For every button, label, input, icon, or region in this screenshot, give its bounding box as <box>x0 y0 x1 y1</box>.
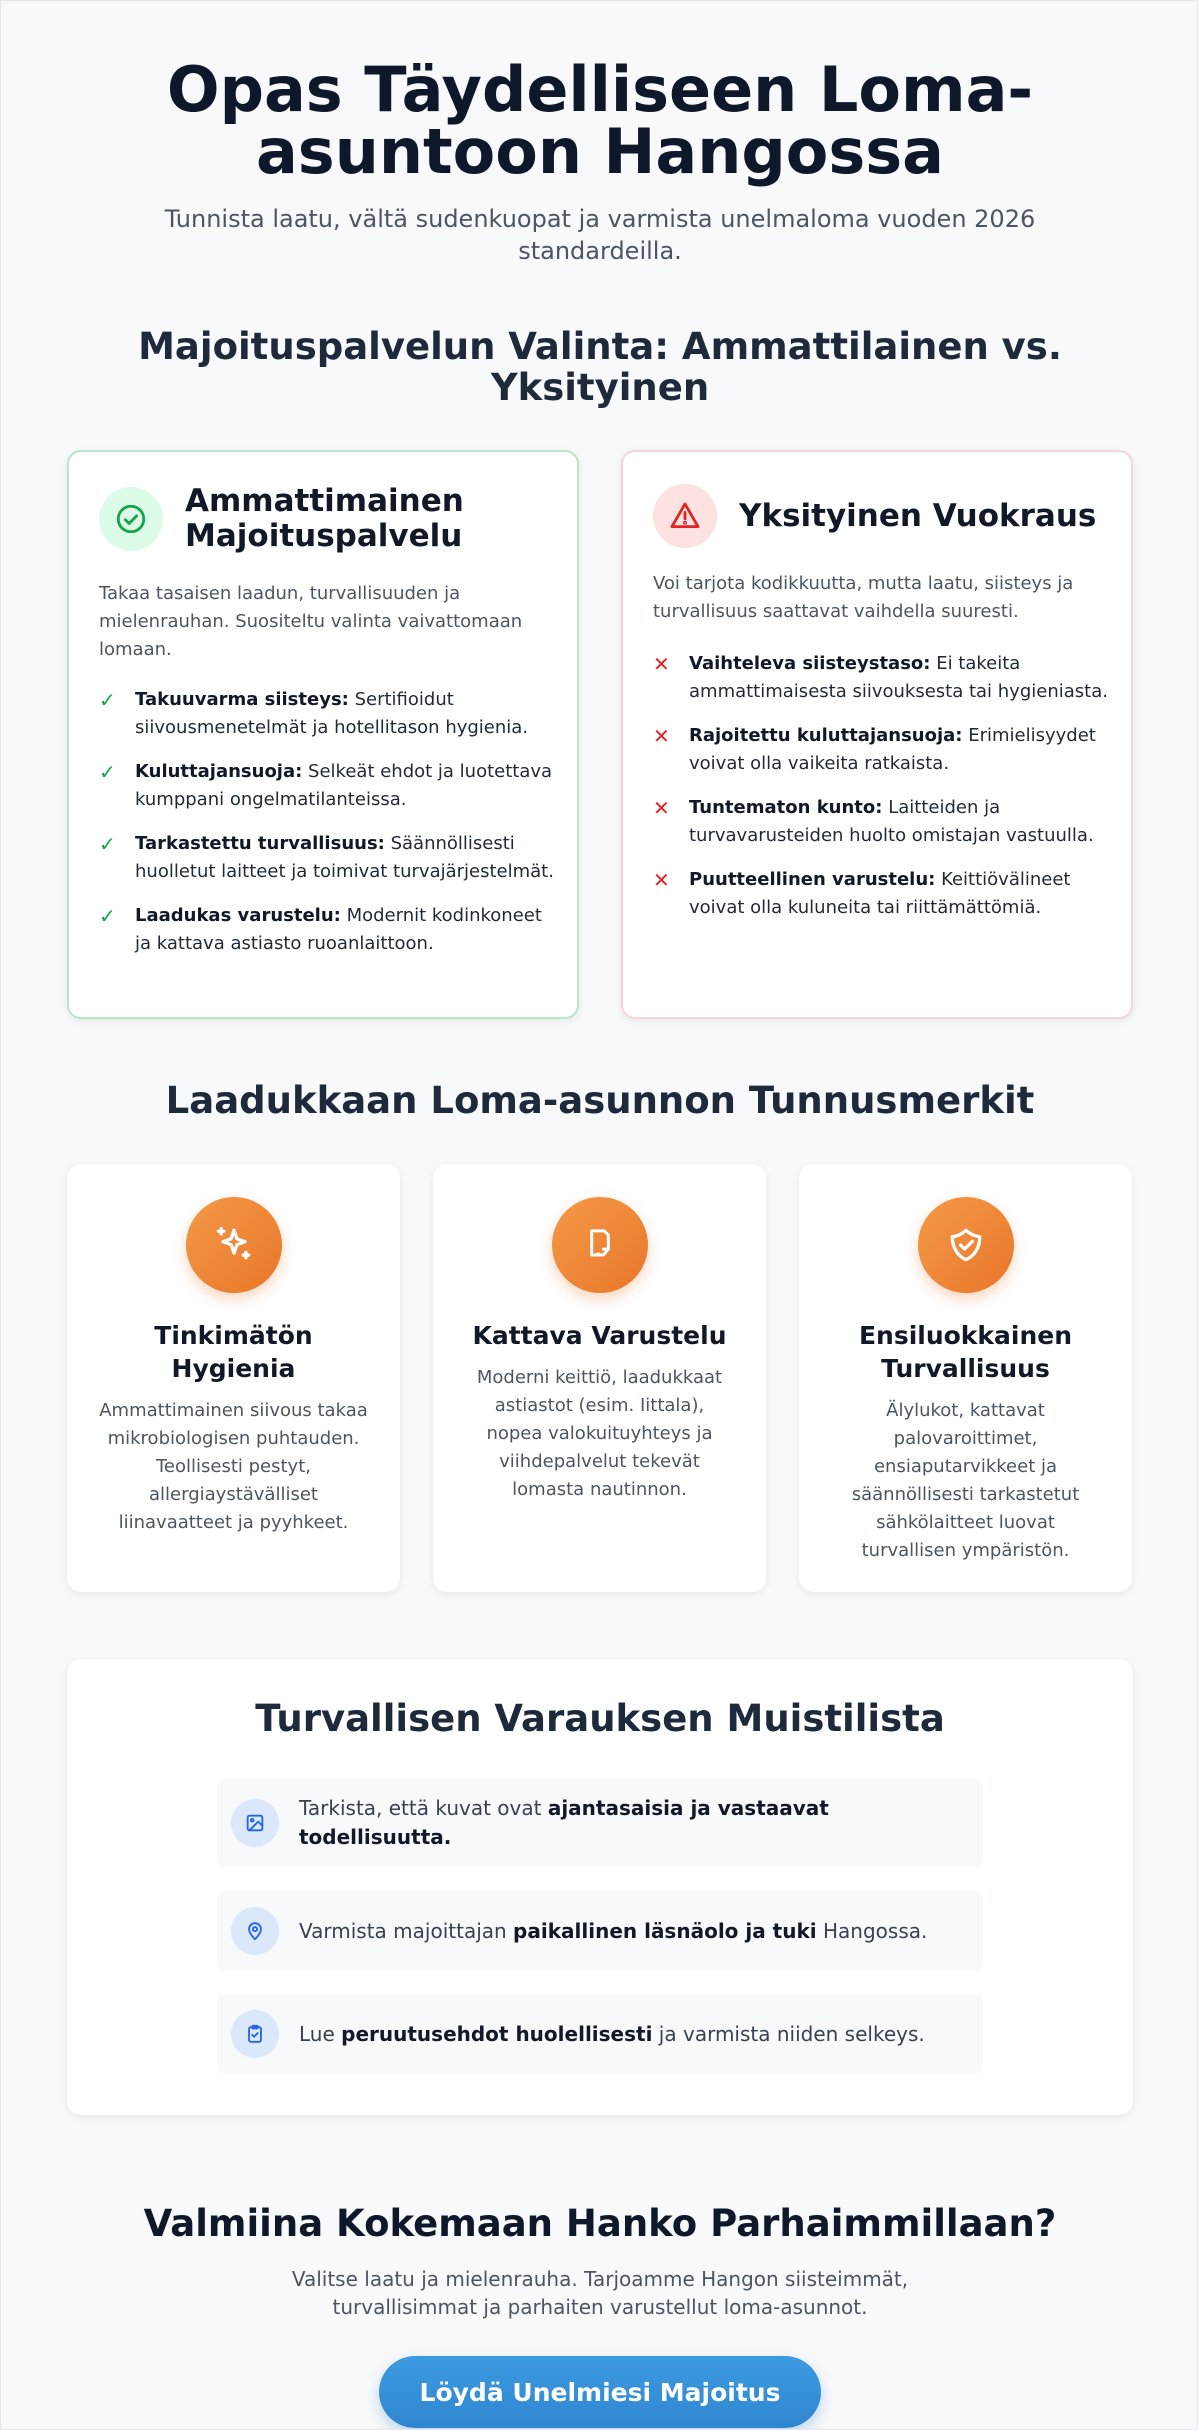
feature-card-equipment <box>433 1164 766 1592</box>
map-pin-icon <box>231 1907 279 1955</box>
professional-card-header <box>99 484 485 554</box>
check-circle-icon <box>99 487 163 551</box>
feature-card-hygiene <box>67 1164 400 1592</box>
clipboard-check-icon <box>231 2010 279 2058</box>
hero <box>1 53 1198 267</box>
checklist-item <box>217 1779 983 1867</box>
cta-title: Valmiina Kokemaan Hanko Parhaimmillaan? <box>143 2202 1057 2245</box>
feature-title: Kattava Varustelu <box>472 1321 727 1350</box>
private-card-title: Yksityinen Vuokraus <box>739 497 1097 534</box>
comparison-title-text: Majoituspalvelun Valinta: Ammattilainen vs. Yksityinen <box>138 325 1062 409</box>
professional-benefits-list <box>99 686 554 974</box>
checklist-item <box>217 1994 983 2074</box>
checkmark-icon: ✓ <box>99 832 116 856</box>
cross-icon: ✕ <box>653 724 670 748</box>
features-title: Laadukkaan Loma-asunnon Tunnusmerkit <box>165 1079 1035 1122</box>
list-item <box>653 866 1108 922</box>
checklist-text-post: ja varmista niiden selkeys. <box>652 2021 925 2046</box>
page-subtitle: Tunnista laatu, vältä sudenkuopat ja varmista unelmaloma vuoden 2026 standardeilla. <box>164 205 1036 265</box>
tablet-icon <box>552 1197 648 1293</box>
professional-card-description: Takaa tasaisen laadun, turvallisuuden ja mielenrauhan. Suositeltu valinta vaivattomaan lomaan. <box>99 583 523 660</box>
checklist-text <box>299 1917 939 1946</box>
checklist-text-pre: Varmista majoittajan <box>299 1918 514 1943</box>
item-text: Säännöllisesti huolletut laitteet ja toimivat turvajärjestelmät. <box>135 833 554 882</box>
item-text: Modernit kodinkoneet ja kattava astiasto ruoanlaittoon. <box>135 905 542 954</box>
private-card-header <box>653 484 1096 548</box>
checklist-text-post: Hangossa. <box>816 1918 928 1943</box>
professional-card-title: Ammattimainen Majoituspalvelu <box>185 483 464 554</box>
cross-icon: ✕ <box>653 868 670 892</box>
cta-text: Valitse laatu ja mielenrauha. Tarjoamme Hangon siisteimmät, turvallisimmat ja parhaiten varustellut loma-asunnot. <box>291 2267 909 2319</box>
item-strong: Vaihteleva siisteystaso: <box>689 653 931 674</box>
private-card <box>621 450 1133 1019</box>
feature-title: Ensiluokkainen Turvallisuus <box>858 1321 1073 1383</box>
private-card-description: Voi tarjota kodikkuutta, mutta laatu, siisteys ja turvallisuus saattavat vaihdella suuresti. <box>653 573 1074 622</box>
list-item <box>99 758 554 814</box>
checklist-title: Turvallisen Varauksen Muistilista <box>255 1697 945 1740</box>
item-strong: Laadukas varustelu: <box>135 905 341 926</box>
list-item <box>99 686 554 742</box>
checklist-item <box>217 1891 983 1971</box>
feature-card-safety <box>799 1164 1132 1592</box>
comparison-title <box>1 326 1198 408</box>
checklist-text-strong: peruutusehdot huolellisesti <box>341 2021 653 2046</box>
checkmark-icon: ✓ <box>99 904 116 928</box>
sparkles-icon <box>186 1197 282 1293</box>
item-strong: Puutteellinen varustelu: <box>689 869 936 890</box>
feature-title: Tinkimätön Hygienia <box>154 1321 313 1383</box>
cta-section <box>1 2201 1198 2321</box>
cross-icon: ✕ <box>653 796 670 820</box>
item-text: Ei takeita ammattimaisesta siivouksesta tai hygieniasta. <box>689 653 1108 702</box>
feature-text: Moderni keittiö, laadukkaat astiastot (esim. Iittala), nopea valokuituyhteys ja viihdepalvelut tekevät lomasta nautinnon. <box>476 1367 723 1500</box>
item-strong: Takuuvarma siisteys: <box>135 689 349 710</box>
booking-checklist <box>67 1659 1133 2115</box>
item-text: Sertifioidut siivousmenetelmät ja hotellitason hygienia. <box>135 689 529 738</box>
image-icon <box>231 1799 279 1847</box>
list-item <box>99 830 554 886</box>
item-text: Erimielisyydet voivat olla vaikeita ratkaista. <box>689 725 1096 774</box>
shield-check-icon <box>918 1197 1014 1293</box>
cross-icon: ✕ <box>653 652 670 676</box>
checklist-text <box>299 2020 939 2049</box>
page-title: Opas Täydelliseen Loma-asuntoon Hangossa <box>166 53 1034 188</box>
checklist-text-strong: paikallinen läsnäolo ja tuki <box>513 1918 817 1943</box>
warning-triangle-icon <box>653 484 717 548</box>
checklist-text-strong: ajantasaisia ja vastaavat todellisuutta. <box>299 1796 829 1849</box>
checkmark-icon: ✓ <box>99 688 116 712</box>
list-item <box>653 722 1108 778</box>
checklist-text-pre: Lue <box>299 2021 342 2046</box>
item-strong: Kuluttajansuoja: <box>135 761 303 782</box>
item-text: Laitteiden ja turvavarusteiden huolto omistajan vastuulla. <box>689 797 1094 846</box>
item-strong: Tarkastettu turvallisuus: <box>135 833 385 854</box>
private-drawbacks-list <box>653 650 1108 938</box>
find-accommodation-button[interactable]: Löydä Unelmiesi Majoitus <box>379 2356 821 2428</box>
feature-text: Älylukot, kattavat palovaroittimet, ensiaputarvikkeet ja säännöllisesti tarkastetut sähkölaitteet luovat turvallisen ympäristön. <box>851 1400 1080 1561</box>
item-text: Keittiövälineet voivat olla kuluneita tai riittämättömiä. <box>689 869 1071 918</box>
checklist-text-pre: Tarkista, että kuvat ovat <box>299 1796 548 1820</box>
item-strong: Rajoitettu kuluttajansuoja: <box>689 725 963 746</box>
list-item <box>653 794 1108 850</box>
checklist-text <box>299 1794 939 1852</box>
list-item <box>653 650 1108 706</box>
list-item <box>99 902 554 958</box>
checkmark-icon: ✓ <box>99 760 116 784</box>
item-strong: Tuntematon kunto: <box>689 797 883 818</box>
professional-card <box>67 450 579 1019</box>
feature-text: Ammattimainen siivous takaa mikrobiologisen puhtauden. Teollisesti pestyt, allergiaystävälliset liinavaatteet ja pyyhkeet. <box>99 1400 368 1533</box>
item-text: Selkeät ehdot ja luotettava kumppani ongelmatilanteissa. <box>135 761 553 810</box>
